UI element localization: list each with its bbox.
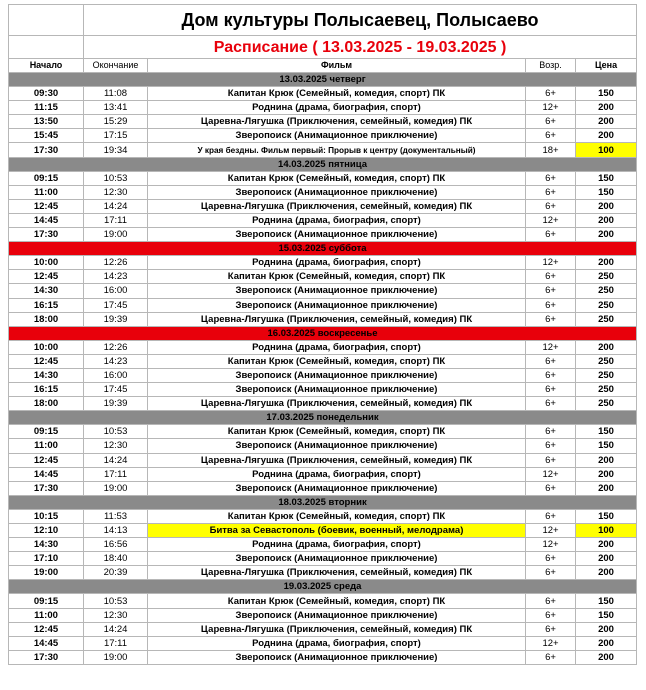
film-title: Царевна-Лягушка (Приключения, семейный, комедия) ПК [148,566,526,580]
session-row [9,368,637,382]
end-time: 12:26 [84,256,148,270]
film-title: Зверопоиск (Анимационное приключение) [148,129,526,143]
film-title: Царевна-Лягушка (Приключения, семейный, комедия) ПК [148,397,526,411]
day-header: 17.03.2025 понедельник [9,411,637,425]
start-time: 12:45 [9,199,84,213]
film-title: Роднина (драма, биография, спорт) [148,101,526,115]
ticket-price: 200 [576,256,637,270]
ticket-price: 250 [576,397,637,411]
end-time: 17:45 [84,298,148,312]
session-row [9,87,637,101]
session-row [9,213,637,227]
end-time: 10:53 [84,171,148,185]
ticket-price: 200 [576,101,637,115]
age-rating: 12+ [526,636,576,650]
ticket-price: 250 [576,270,637,284]
session-row [9,129,637,143]
film-title: Зверопоиск (Анимационное приключение) [148,368,526,382]
session-row [9,284,637,298]
start-time: 10:00 [9,256,84,270]
session-row [9,101,637,115]
schedule-table [8,4,637,665]
start-time: 10:00 [9,340,84,354]
end-time: 17:45 [84,383,148,397]
ticket-price: 200 [576,538,637,552]
session-row [9,199,637,213]
film-title: Роднина (драма, биография, спорт) [148,467,526,481]
session-row [9,552,637,566]
session-row [9,524,637,538]
start-time: 14:30 [9,284,84,298]
session-row [9,115,637,129]
day-header-row [9,411,637,425]
session-row [9,650,637,664]
ticket-price: 250 [576,284,637,298]
session-row [9,228,637,242]
start-time: 09:30 [9,87,84,101]
start-time: 17:30 [9,650,84,664]
end-time: 19:00 [84,228,148,242]
end-time: 10:53 [84,425,148,439]
film-title: Капитан Крюк (Семейный, комедия, спорт) ПК [148,171,526,185]
column-header-age: Возр. [526,59,576,73]
end-time: 19:34 [84,143,148,157]
day-header-row [9,326,637,340]
start-time: 09:15 [9,171,84,185]
session-row [9,171,637,185]
age-rating: 18+ [526,143,576,157]
film-title: Роднина (драма, биография, спорт) [148,538,526,552]
session-row [9,397,637,411]
ticket-price: 150 [576,87,637,101]
age-rating: 6+ [526,270,576,284]
start-time: 11:15 [9,101,84,115]
age-rating: 6+ [526,397,576,411]
ticket-price: 200 [576,199,637,213]
session-row [9,481,637,495]
age-rating: 6+ [526,509,576,523]
end-time: 17:15 [84,129,148,143]
start-time: 18:00 [9,312,84,326]
film-title: У края бездны. Фильм первый: Прорыв к центру (документальный) [148,143,526,157]
end-time: 20:39 [84,566,148,580]
start-time: 12:10 [9,524,84,538]
session-row [9,622,637,636]
start-time: 12:45 [9,622,84,636]
end-time: 15:29 [84,115,148,129]
start-time: 17:30 [9,481,84,495]
ticket-price: 200 [576,622,637,636]
age-rating: 12+ [526,538,576,552]
ticket-price: 150 [576,509,637,523]
session-row [9,509,637,523]
age-rating: 6+ [526,608,576,622]
day-header-row [9,242,637,256]
age-rating: 6+ [526,368,576,382]
start-time: 11:00 [9,439,84,453]
age-rating: 6+ [526,87,576,101]
start-time: 12:45 [9,354,84,368]
film-title: Царевна-Лягушка (Приключения, семейный, комедия) ПК [148,622,526,636]
film-title: Капитан Крюк (Семейный, комедия, спорт) ПК [148,87,526,101]
end-time: 14:24 [84,199,148,213]
start-time: 16:15 [9,298,84,312]
ticket-price: 150 [576,439,637,453]
end-time: 18:40 [84,552,148,566]
film-title: Зверопоиск (Анимационное приключение) [148,284,526,298]
film-title: Роднина (драма, биография, спорт) [148,340,526,354]
end-time: 14:13 [84,524,148,538]
age-rating: 12+ [526,524,576,538]
ticket-price: 250 [576,298,637,312]
ticket-price: 250 [576,354,637,368]
age-rating: 6+ [526,566,576,580]
start-time: 14:45 [9,467,84,481]
day-header: 14.03.2025 пятница [9,157,637,171]
age-rating: 12+ [526,213,576,227]
day-header: 18.03.2025 вторник [9,495,637,509]
ticket-price: 200 [576,552,637,566]
start-time: 19:00 [9,566,84,580]
film-title: Зверопоиск (Анимационное приключение) [148,383,526,397]
film-title: Зверопоиск (Анимационное приключение) [148,439,526,453]
start-time: 18:00 [9,397,84,411]
start-time: 11:00 [9,608,84,622]
end-time: 14:24 [84,622,148,636]
session-row [9,594,637,608]
age-rating: 12+ [526,101,576,115]
session-row [9,270,637,284]
ticket-price: 150 [576,594,637,608]
session-row [9,439,637,453]
ticket-price: 150 [576,185,637,199]
start-time: 15:45 [9,129,84,143]
age-rating: 6+ [526,129,576,143]
end-time: 19:39 [84,312,148,326]
day-header-row [9,157,637,171]
end-time: 19:39 [84,397,148,411]
end-time: 14:23 [84,354,148,368]
ticket-price: 200 [576,340,637,354]
start-time: 17:30 [9,228,84,242]
age-rating: 12+ [526,340,576,354]
age-rating: 12+ [526,256,576,270]
start-time: 14:30 [9,368,84,382]
end-time: 14:23 [84,270,148,284]
start-time: 17:30 [9,143,84,157]
day-header: 19.03.2025 среда [9,580,637,594]
ticket-price: 250 [576,312,637,326]
start-time: 12:45 [9,453,84,467]
schedule-period: Расписание ( 13.03.2025 - 19.03.2025 ) [84,36,637,59]
ticket-price: 200 [576,453,637,467]
subtitle-row [9,36,637,59]
start-time: 09:15 [9,425,84,439]
film-title: Зверопоиск (Анимационное приключение) [148,481,526,495]
session-row [9,185,637,199]
start-time: 14:45 [9,213,84,227]
ticket-price: 150 [576,425,637,439]
age-rating: 6+ [526,298,576,312]
day-header-row [9,73,637,87]
film-title: Царевна-Лягушка (Приключения, семейный, комедия) ПК [148,453,526,467]
age-rating: 6+ [526,552,576,566]
end-time: 10:53 [84,594,148,608]
column-header-film: Фильм [148,59,526,73]
ticket-price: 150 [576,608,637,622]
end-time: 17:11 [84,467,148,481]
page-title: Дом культуры Полысаевец, Полысаево [84,5,637,36]
start-time: 11:00 [9,185,84,199]
end-time: 16:56 [84,538,148,552]
session-row [9,566,637,580]
film-title: Капитан Крюк (Семейный, комедия, спорт) ПК [148,509,526,523]
start-time: 14:30 [9,538,84,552]
ticket-price: 200 [576,636,637,650]
session-row [9,425,637,439]
age-rating: 6+ [526,481,576,495]
ticket-price: 250 [576,368,637,382]
end-time: 11:53 [84,509,148,523]
age-rating: 6+ [526,439,576,453]
end-time: 16:00 [84,284,148,298]
session-row [9,256,637,270]
end-time: 13:41 [84,101,148,115]
session-row [9,608,637,622]
day-header: 15.03.2025 суббота [9,242,637,256]
age-rating: 6+ [526,453,576,467]
ticket-price: 200 [576,481,637,495]
age-rating: 6+ [526,228,576,242]
session-row [9,453,637,467]
ticket-price: 100 [576,143,637,157]
start-time: 12:45 [9,270,84,284]
session-row [9,298,637,312]
film-title: Царевна-Лягушка (Приключения, семейный, комедия) ПК [148,115,526,129]
session-row [9,538,637,552]
title-row [9,5,637,36]
ticket-price: 200 [576,650,637,664]
end-time: 16:00 [84,368,148,382]
age-rating: 6+ [526,284,576,298]
end-time: 17:11 [84,213,148,227]
column-header-start: Начало [9,59,84,73]
age-rating: 6+ [526,171,576,185]
start-time: 14:45 [9,636,84,650]
end-time: 11:08 [84,87,148,101]
ticket-price: 200 [576,467,637,481]
end-time: 12:30 [84,439,148,453]
schedule-sheet [8,4,636,665]
age-rating: 6+ [526,622,576,636]
session-row [9,467,637,481]
end-time: 12:26 [84,340,148,354]
ticket-price: 200 [576,213,637,227]
age-rating: 12+ [526,467,576,481]
end-time: 19:00 [84,650,148,664]
age-rating: 6+ [526,312,576,326]
ticket-price: 250 [576,383,637,397]
day-header-row [9,495,637,509]
age-rating: 6+ [526,650,576,664]
film-title: Зверопоиск (Анимационное приключение) [148,650,526,664]
day-header: 13.03.2025 четверг [9,73,637,87]
start-time: 10:15 [9,509,84,523]
start-time: 16:15 [9,383,84,397]
film-title: Зверопоиск (Анимационное приключение) [148,228,526,242]
film-title: Царевна-Лягушка (Приключения, семейный, комедия) ПК [148,312,526,326]
start-time: 13:50 [9,115,84,129]
film-title: Зверопоиск (Анимационное приключение) [148,552,526,566]
film-title: Роднина (драма, биография, спорт) [148,213,526,227]
session-row [9,312,637,326]
film-title: Капитан Крюк (Семейный, комедия, спорт) ПК [148,354,526,368]
film-title: Зверопоиск (Анимационное приключение) [148,608,526,622]
film-title: Зверопоиск (Анимационное приключение) [148,298,526,312]
film-title: Роднина (драма, биография, спорт) [148,636,526,650]
column-header-end: Окончание [84,59,148,73]
age-rating: 6+ [526,425,576,439]
end-time: 12:30 [84,185,148,199]
age-rating: 6+ [526,185,576,199]
ticket-price: 200 [576,115,637,129]
ticket-price: 150 [576,171,637,185]
film-title: Капитан Крюк (Семейный, комедия, спорт) ПК [148,425,526,439]
end-time: 12:30 [84,608,148,622]
ticket-price: 200 [576,129,637,143]
session-row [9,354,637,368]
film-title: Капитан Крюк (Семейный, комедия, спорт) ПК [148,594,526,608]
film-title: Капитан Крюк (Семейный, комедия, спорт) ПК [148,270,526,284]
column-header-row [9,59,637,73]
film-title: Зверопоиск (Анимационное приключение) [148,185,526,199]
age-rating: 6+ [526,199,576,213]
start-time: 09:15 [9,594,84,608]
age-rating: 6+ [526,115,576,129]
day-header-row [9,580,637,594]
session-row [9,383,637,397]
end-time: 14:24 [84,453,148,467]
ticket-price: 100 [576,524,637,538]
session-row [9,636,637,650]
column-header-price: Цена [576,59,637,73]
end-time: 19:00 [84,481,148,495]
age-rating: 6+ [526,383,576,397]
session-row [9,340,637,354]
film-title: Царевна-Лягушка (Приключения, семейный, комедия) ПК [148,199,526,213]
age-rating: 6+ [526,354,576,368]
day-header: 16.03.2025 воскресенье [9,326,637,340]
film-title: Битва за Севастополь (боевик, военный, мелодрама) [148,524,526,538]
start-time: 17:10 [9,552,84,566]
ticket-price: 200 [576,228,637,242]
age-rating: 6+ [526,594,576,608]
end-time: 17:11 [84,636,148,650]
film-title: Роднина (драма, биография, спорт) [148,256,526,270]
session-row [9,143,637,157]
ticket-price: 200 [576,566,637,580]
